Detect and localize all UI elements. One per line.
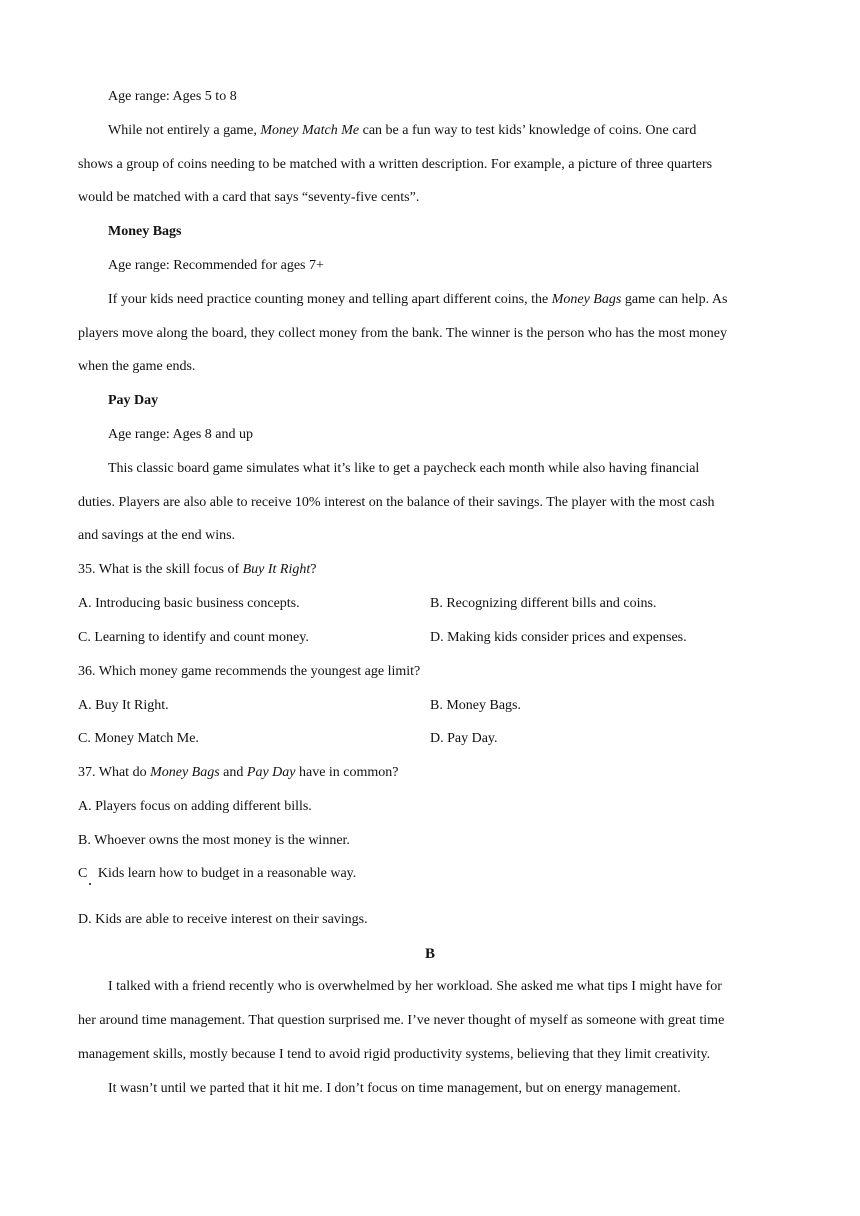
text: have in common? <box>295 765 399 780</box>
section-b-p2-line-1: It wasn’t until we parted that it hit me. I don’t focus on time management, but on energy management. <box>108 1081 681 1096</box>
section-b-heading: B <box>424 946 435 962</box>
game-title: Pay Day <box>246 765 296 780</box>
money-bags-heading: Money Bags <box>108 224 182 239</box>
question-35-option-c: C. Learning to identify and count money. <box>78 630 309 645</box>
text: 35. What is the skill focus of <box>78 562 243 577</box>
section-b-p1-line-3: management skills, mostly because I tend to avoid rigid productivity systems, believing that they limit creativity. <box>78 1047 711 1062</box>
question-37-option-a: A. Players focus on adding different bills. <box>78 799 312 814</box>
money-bags-desc-line-1 <box>108 291 727 309</box>
section-b-p1-line-1: I talked with a friend recently who is overwhelmed by her workload. She asked me what tips I might have for <box>108 979 722 994</box>
question-37-stem <box>78 764 399 782</box>
money-match-me-age: Age range: Ages 5 to 8 <box>108 89 237 104</box>
pay-day-desc-line-3: and savings at the end wins. <box>78 528 236 543</box>
game-title: Buy It Right <box>242 562 311 577</box>
question-36-option-b: B. Money Bags. <box>430 698 521 713</box>
question-36-option-c: C. Money Match Me. <box>78 731 199 746</box>
question-36-option-d: D. Pay Day. <box>430 731 498 746</box>
text: game can help. As <box>621 292 728 307</box>
text: can be a fun way to test kids’ knowledge of coins. One card <box>359 123 697 138</box>
text: If your kids need practice counting money and telling apart different coins, the <box>108 292 552 307</box>
section-b-p1-line-2: her around time management. That question surprised me. I’ve never thought of myself as someone with great time <box>78 1013 725 1028</box>
money-match-me-desc-line-2: shows a group of coins needing to be matched with a written description. For example, a picture of three quarters <box>78 157 713 172</box>
question-37-option-b: B. Whoever owns the most money is the winner. <box>78 833 350 848</box>
question-37-option-d: D. Kids are able to receive interest on their savings. <box>78 912 368 927</box>
question-37-option-c: C Kids learn how to budget in a reasonable way. <box>78 866 357 881</box>
question-35-option-a: A. Introducing basic business concepts. <box>78 596 300 611</box>
text: and <box>219 765 247 780</box>
text: 37. What do <box>78 765 151 780</box>
money-match-me-desc-line-3: would be matched with a card that says “seventy-five cents”. <box>78 190 420 205</box>
pay-day-heading: Pay Day <box>108 393 159 408</box>
text: ? <box>310 562 317 577</box>
game-title: Money Bags <box>150 765 220 780</box>
game-title: Money Bags <box>551 292 622 307</box>
money-bags-desc-line-3: when the game ends. <box>78 359 196 374</box>
pay-day-desc-line-2: duties. Players are also able to receive 10% interest on the balance of their savings. The player with the most cash <box>78 495 715 510</box>
question-35-option-b: B. Recognizing different bills and coins. <box>430 596 657 611</box>
money-bags-age: Age range: Recommended for ages 7+ <box>108 258 324 273</box>
money-match-me-desc-line-1 <box>108 122 696 140</box>
money-bags-desc-line-2: players move along the board, they collect money from the bank. The winner is the person who has the most money <box>78 326 728 341</box>
question-36-stem: 36. Which money game recommends the youngest age limit? <box>78 664 421 679</box>
text: While not entirely a game, <box>108 123 261 138</box>
pay-day-desc-line-1: This classic board game simulates what it’s like to get a paycheck each month while also having financial <box>108 461 700 476</box>
question-36-option-a: A. Buy It Right. <box>78 698 169 713</box>
stray-dot-mark <box>89 883 91 885</box>
game-title: Money Match Me <box>260 123 360 138</box>
question-35-option-d: D. Making kids consider prices and expenses. <box>430 630 687 645</box>
pay-day-age: Age range: Ages 8 and up <box>108 427 254 442</box>
question-35-stem <box>78 561 316 579</box>
